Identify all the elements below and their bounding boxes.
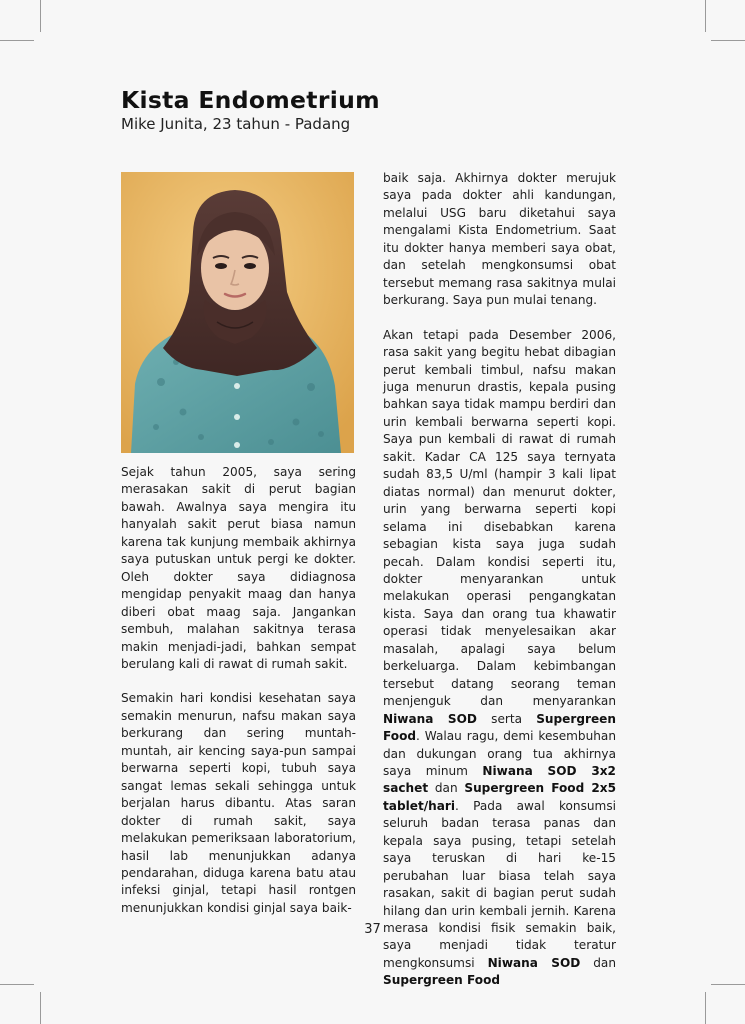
article-byline: Mike Junita, 23 tahun - Padang <box>121 115 351 133</box>
paragraph-text: Akan tetapi pada Desember 2006, rasa sakit yang begitu hebat dibagian perut kembali timbul, nafsu makan juga menurun drastis, kepala pusing bahkan saya tidak mampu berdiri dan urin kembali berwarna seperti kopi. Saya pun kembali di rawat di rumah sakit. Kadar CA 125 saya ternyata sudah 83,5 U/ml (hampir 3 kali lipat diatas normal) dan menurut dokter, urin yang berwarna seperti kopi selama ini disebabkan karena sebagian kista saya juga sudah pecah. Dalam kondisi seperti itu, dokter menyarankan untuk melakukan operasi pengangkatan kista. Saya dan orang tua khawatir operasi tidak menyelesaikan akar masalah, apalagi saya belum berkeluarga. Dalam kebimbangan tersebut datang seorang teman menjenguk dan menyarankan <box>383 327 616 709</box>
page-number: 37 <box>364 922 381 937</box>
paragraph-text: dan <box>434 781 458 796</box>
left-column <box>121 464 356 917</box>
product-name: Supergreen Food <box>383 711 616 744</box>
crop-mark <box>0 40 34 41</box>
product-name: Niwana SOD <box>487 955 581 970</box>
article-title: Kista Endometrium <box>121 86 380 114</box>
dosage-text: Niwana SOD 3x2 sachet <box>383 763 616 796</box>
paragraph: Semakin hari kondisi kesehatan saya semakin menurun, nafsu makan saya berkurang dan sering muntah-muntah, air kencing saya-pun sampai berwarna seperti kopi, tubuh saya sangat lemas sekali sehingga untuk berjalan harus dibantu. Atas saran dokter di rumah sakit, saya melakukan pemeriksaan laboratorium, hasil lab menunjukkan adanya pendarahan, diduga karena batu atau infeksi ginjal, tetapi hasil rontgen menunjukkan kondisi ginjal saya baik- <box>121 691 356 915</box>
crop-mark <box>705 0 706 32</box>
right-column <box>383 170 616 990</box>
crop-mark <box>711 984 745 985</box>
crop-mark <box>40 992 41 1024</box>
product-name: Niwana SOD <box>383 711 477 726</box>
dosage-text: Supergreen Food 2x5 tablet/hari <box>383 781 616 813</box>
paragraph-text: dan <box>593 955 616 970</box>
portrait-photo <box>121 172 354 453</box>
crop-mark <box>705 992 706 1024</box>
paragraph-text: serta <box>491 711 523 726</box>
crop-mark <box>711 40 745 41</box>
paragraph-text: . Walau ragu, demi kesembuhan dan dukungan orang tua akhirnya saya minum <box>383 729 616 778</box>
paragraph <box>383 327 616 990</box>
crop-mark <box>40 0 41 32</box>
product-name: Supergreen Food <box>383 973 501 988</box>
paragraph: Sejak tahun 2005, saya sering merasakan sakit di perut bagian bawah. Awalnya saya mengira itu hanyalah sakit perut biasa namun karena tak kunjung membaik akhirnya saya putuskan untuk pergi ke dokter. Oleh dokter saya didiagnosa mengidap penyakit maag dan hanya diberi obat maag saja. Jangankan sembuh, malahan sakitnya terasa makin menjadi-jadi, bahkan sempat berulang kali di rawat di rumah sakit. <box>121 465 356 671</box>
portrait-icon <box>121 172 354 453</box>
paragraph: baik saja. Akhirnya dokter merujuk saya pada dokter ahli kandungan, melalui USG baru diketahui saya mengalami Kista Endometrium. Saat itu dokter hanya memberi saya obat, dan setelah mengkonsumsi obat tersebut memang rasa sakitnya mulai berkurang. Saya pun mulai tenang. <box>383 171 616 308</box>
paragraph-text: . Pada awal konsumsi seluruh badan terasa panas dan kepala saya pusing, tetapi setelah saya teruskan di hari ke-15 perubahan luar biasa telah saya rasakan, sakit di bagian perut sudah hilang dan urin kembali jernih. Karena merasa kondisi fisik semakin baik, saya menjadi tidak teratur mengkonsumsi <box>383 798 616 970</box>
crop-mark <box>0 984 34 985</box>
